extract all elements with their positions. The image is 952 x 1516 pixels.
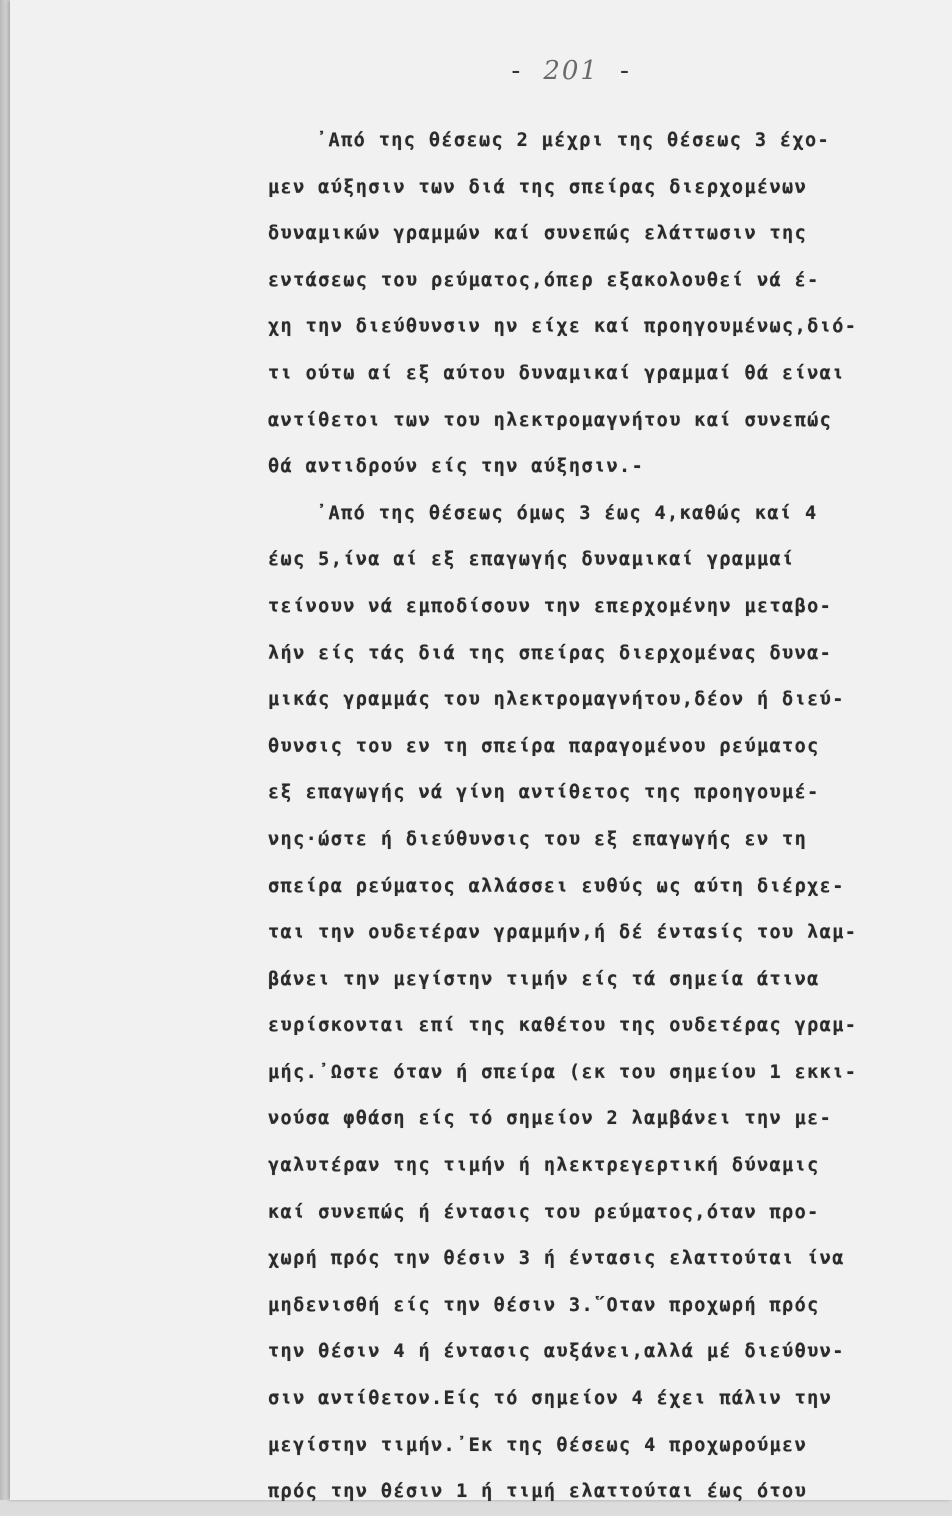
text-line: γαλυτέραν της τιμήν ή ηλεκτρεγερτική δύναμις: [268, 1155, 820, 1177]
text-line: νης·ώστε ή διεύθυνσις του εξ επαγωγής εν τη: [268, 828, 808, 850]
page-number-value: 201: [543, 56, 599, 86]
page-left-edge: [0, 0, 10, 1500]
page-number: [508, 56, 638, 86]
text-line: ται την ουδετέραν γραμμήν,ή δέ ένταsίς του λαμ-: [268, 922, 858, 944]
text-line: νούσα φθάση είς τό σημείον 2 λαμβάνει την με-: [268, 1108, 833, 1130]
text-line: ᾽Από της θέσεως 2 μέχρι της θέσεως 3 έχο-: [316, 130, 831, 151]
text-line: τείνουν νά εμποδίσουν την επερχομένην μεταβο-: [268, 595, 833, 617]
text-line: εξ επαγωγής νά γίνη αντίθετος της προηγουμέ-: [268, 782, 820, 804]
text-line: την θέσιν 4 ή έντασις αυξάνει,αλλά μέ διεύθυν-: [268, 1341, 845, 1363]
text-line: ᾽Από της θέσεως όμως 3 έως 4,καθώς καί 4: [316, 502, 818, 524]
text-line: λήν είς τάς διά της σπείρας διερχομένας δυνα-: [268, 642, 833, 664]
text-line: δυναμικών γραμμών καί συνεπώς ελάττωσιν της: [268, 223, 808, 245]
text-line: έως 5,ίνα αί εξ επαγωγής δυναμικαί γραμμαί: [268, 549, 795, 571]
text-line: σιν αντίθετον.Είς τό σημείον 4 έχει πάλιν την: [268, 1388, 833, 1410]
text-line: χωρή πρός την θέσιν 3 ή έντασις ελαττούται ίνα: [268, 1248, 845, 1270]
text-line: μεν αύξησιν των διά της σπείρας διερχομένων: [268, 176, 808, 198]
text-line: πρός την θέσιν 1 ή τιμή ελαττούται έως ότου: [268, 1481, 808, 1503]
page-number-dash-left: -: [508, 56, 526, 86]
document-page: [10, 0, 952, 1503]
text-line: εντάσεως του ρεύματος,όπερ εξακολουθεί νά έ-: [268, 269, 820, 291]
text-line: χη την διεύθυνσιν ην είχε καί προηγουμένως,διό-: [268, 316, 858, 338]
text-line: αντίθετοι των του ηλεκτρομαγνήτου καί συνεπώς: [268, 409, 833, 431]
text-line: καί συνεπώς ή έντασις του ρεύματος,όταν προ-: [268, 1201, 820, 1223]
page-number-dash-right: -: [616, 56, 635, 86]
text-line: μηδενισθή είς την θέσιν 3.῞Οταν προχωρή πρός: [268, 1294, 820, 1316]
text-line: μεγίστην τιμήν.᾽Εκ της θέσεως 4 προχωρούμεν: [268, 1434, 808, 1456]
text-line: σπείρα ρεύματος αλλάσσει ευθύς ως αύτη διέρχε-: [268, 875, 845, 897]
typewritten-text-block: [268, 118, 888, 1516]
text-line: μής.᾽Ωστε όταν ή σπείρα (εκ του σημείου 1 εκκι-: [268, 1061, 858, 1083]
text-line: θυνσις του εν τη σπείρα παραγομένου ρεύματος: [268, 735, 820, 757]
text-line: θά αντιδρούν είς την αύξησιν.-: [268, 456, 645, 478]
text-line: βάνει την μεγίστην τιμήν είς τά σημεία άτινα: [268, 968, 820, 990]
text-line: τι ούτω αί εξ αύτου δυναμικαί γραμμαί θά είναι: [268, 362, 845, 384]
text-line: ευρίσκονται επί της καθέτου της ουδετέρας γραμ-: [268, 1015, 858, 1037]
text-line: μικάς γραμμάς του ηλεκτρομαγνήτου,δέον ή διεύ-: [268, 689, 845, 711]
